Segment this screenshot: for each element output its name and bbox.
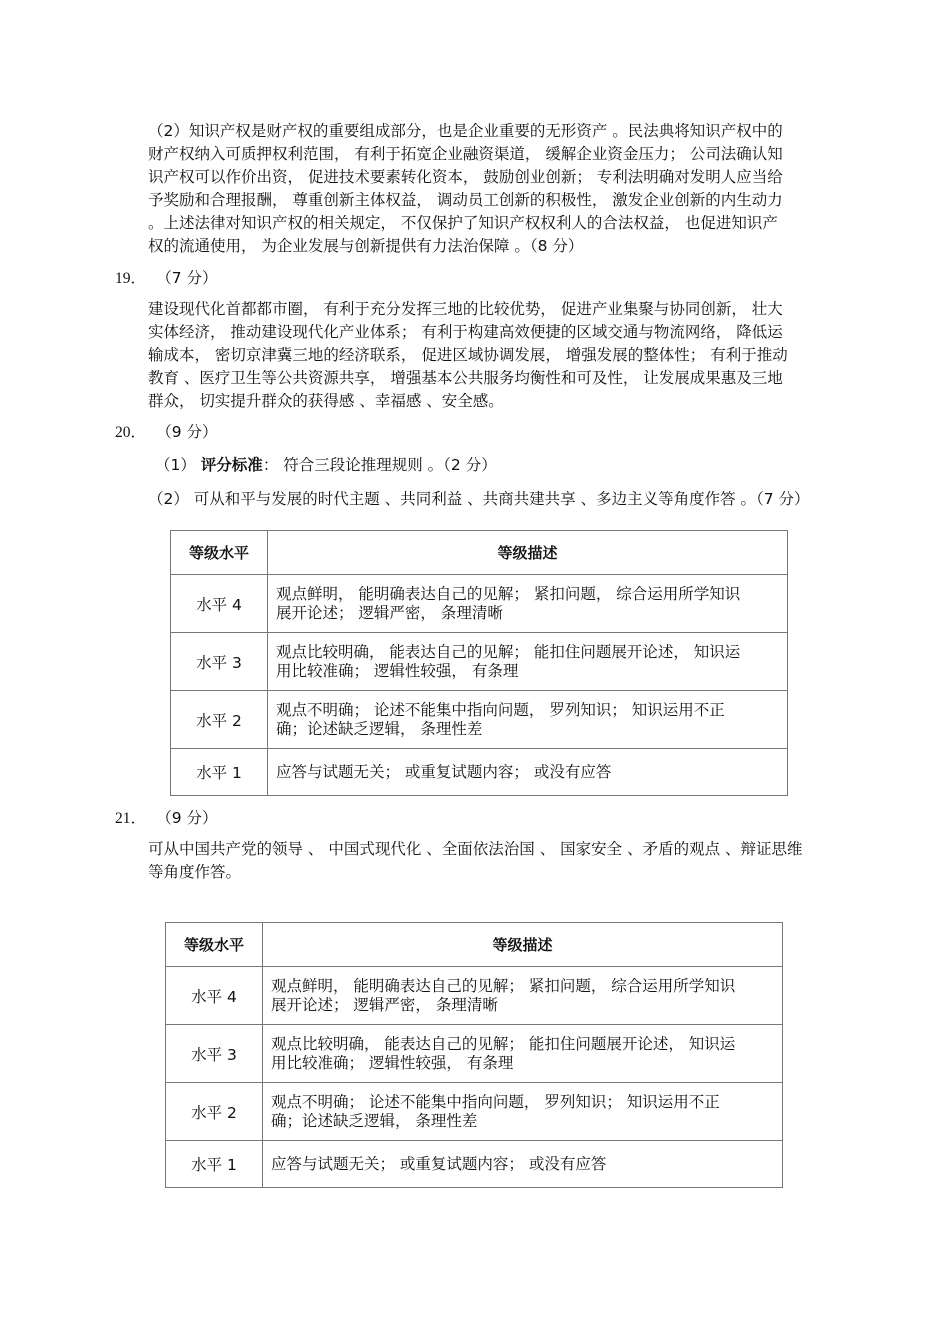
answer-18-2-paragraph [148, 120, 783, 258]
answer-20-2: （2） 可从和平与发展的时代主题 、共同利益 、共商共建共享 、多边主义等角度作答 。（7 分） [148, 490, 810, 508]
question-21-heading [115, 806, 218, 828]
description-line: 观点比较明确， 能表达自己的见解； 能扣住问题展开论述， 知识运 [276, 642, 741, 661]
level-cell: 水平 2 [166, 1083, 263, 1141]
question-20-heading [115, 420, 218, 442]
header-description: 等级描述 [263, 923, 783, 967]
table-row [171, 691, 788, 749]
question-score: （9 分） [164, 809, 218, 827]
question-19-heading [115, 266, 218, 288]
answer-21-paragraph [148, 838, 803, 884]
level-cell: 水平 4 [166, 967, 263, 1025]
table-row [166, 1141, 783, 1188]
description-line: 展开论述； 逻辑严密， 条理清晰 [276, 603, 503, 622]
description-line: 观点鲜明， 能明确表达自己的见解； 紧扣问题， 综合运用所学知识 [276, 584, 741, 603]
text-line: 教育 、医疗卫生等公共资源共享， 增强基本公共服务均衡性和可及性， 让发展成果惠及三地 [148, 369, 783, 387]
description-line: 应答与试题无关； 或重复试题内容； 或没有应答 [276, 762, 612, 781]
question-number: 19． [115, 270, 147, 287]
table-row [166, 1025, 783, 1083]
description-cell [268, 633, 788, 691]
description-line: 观点不明确； 论述不能集中指向问题， 罗列知识； 知识运用不正 [276, 700, 725, 719]
description-line: 展开论述； 逻辑严密， 条理清晰 [271, 995, 498, 1014]
table-row [166, 1083, 783, 1141]
answer-20-1 [155, 453, 497, 475]
table-row [171, 633, 788, 691]
table-header-row [171, 531, 788, 575]
header-description: 等级描述 [268, 531, 788, 575]
text-line: 识产权可以作价出资， 促进技术要素转化资本， 鼓励创业创新； 专利法明确对发明人应当给 [148, 168, 783, 186]
description-line: 确；论述缺乏逻辑， 条理性差 [276, 719, 483, 738]
table-row [166, 967, 783, 1025]
text-line: 建设现代化首都都市圈， 有利于充分发挥三地的比较优势， 促进产业集聚与协同创新， 壮大 [148, 300, 783, 318]
description-cell [268, 691, 788, 749]
level-cell: 水平 1 [166, 1141, 263, 1188]
description-line: 观点不明确； 论述不能集中指向问题， 罗列知识； 知识运用不正 [271, 1092, 720, 1111]
text-line: 可从中国共产党的领导 、 中国式现代化 、全面依法治国 、 国家安全 、矛盾的观点 、辩证思维 [148, 840, 803, 858]
question-score: （9 分） [164, 423, 218, 441]
text-line: 予奖励和合理报酬， 尊重创新主体权益， 调动员工创新的积极性， 激发企业创新的内生动力 [148, 191, 783, 209]
description-line: 观点鲜明， 能明确表达自己的见解； 紧扣问题， 综合运用所学知识 [271, 976, 736, 995]
text-line: 权的流通使用， 为企业发展与创新提供有力法治保障 。（8 分） [148, 237, 584, 255]
level-rubric-table-21 [165, 922, 783, 1188]
text-line: 财产权纳入可质押权利范围， 有利于拓宽企业融资渠道， 缓解企业资金压力； 公司法确认知 [148, 145, 783, 163]
description-cell [268, 575, 788, 633]
level-cell: 水平 2 [171, 691, 268, 749]
description-cell [268, 749, 788, 796]
table-header-row [166, 923, 783, 967]
description-line: 观点比较明确， 能表达自己的见解； 能扣住问题展开论述， 知识运 [271, 1034, 736, 1053]
description-cell [263, 1083, 783, 1141]
question-number: 21． [115, 810, 147, 827]
description-cell [263, 1025, 783, 1083]
table-row [171, 575, 788, 633]
scoring-criteria-label: 评分标准 [200, 456, 263, 474]
text-line: 等角度作答。 [148, 863, 242, 881]
answer-19-paragraph [148, 298, 788, 413]
description-cell [263, 1141, 783, 1188]
description-line: 用比较准确； 逻辑性较强， 有条理 [276, 661, 519, 680]
question-number: 20． [115, 424, 147, 441]
level-cell: 水平 3 [171, 633, 268, 691]
header-level: 等级水平 [166, 923, 263, 967]
level-cell: 水平 1 [171, 749, 268, 796]
level-rubric-table-20 [170, 530, 788, 796]
header-level: 等级水平 [171, 531, 268, 575]
text-line: 输成本， 密切京津冀三地的经济联系， 促进区域协调发展， 增强发展的整体性； 有利于推动 [148, 346, 788, 364]
text-line: 。上述法律对知识产权的相关规定， 不仅保护了知识产权权利人的合法权益， 也促进知识产 [148, 214, 778, 232]
text-line: 群众， 切实提升群众的获得感 、幸福感 、安全感。 [148, 392, 504, 410]
item-text: ： 符合三段论推理规则 。（2 分） [262, 456, 497, 474]
description-line: 用比较准确； 逻辑性较强， 有条理 [271, 1053, 514, 1072]
text-line: （2）知识产权是财产权的重要组成部分，也是企业重要的无形资产 。民法典将知识产权中的 [148, 122, 783, 140]
description-line: 应答与试题无关； 或重复试题内容； 或没有应答 [271, 1154, 607, 1173]
level-cell: 水平 4 [171, 575, 268, 633]
table-row [171, 749, 788, 796]
question-score: （7 分） [164, 269, 218, 287]
text-line: 实体经济， 推动建设现代化产业体系； 有利于构建高效便捷的区域交通与物流网络， 降低运 [148, 323, 783, 341]
description-cell [263, 967, 783, 1025]
description-line: 确；论述缺乏逻辑， 条理性差 [271, 1111, 478, 1130]
level-cell: 水平 3 [166, 1025, 263, 1083]
item-prefix: （1） [155, 456, 201, 474]
